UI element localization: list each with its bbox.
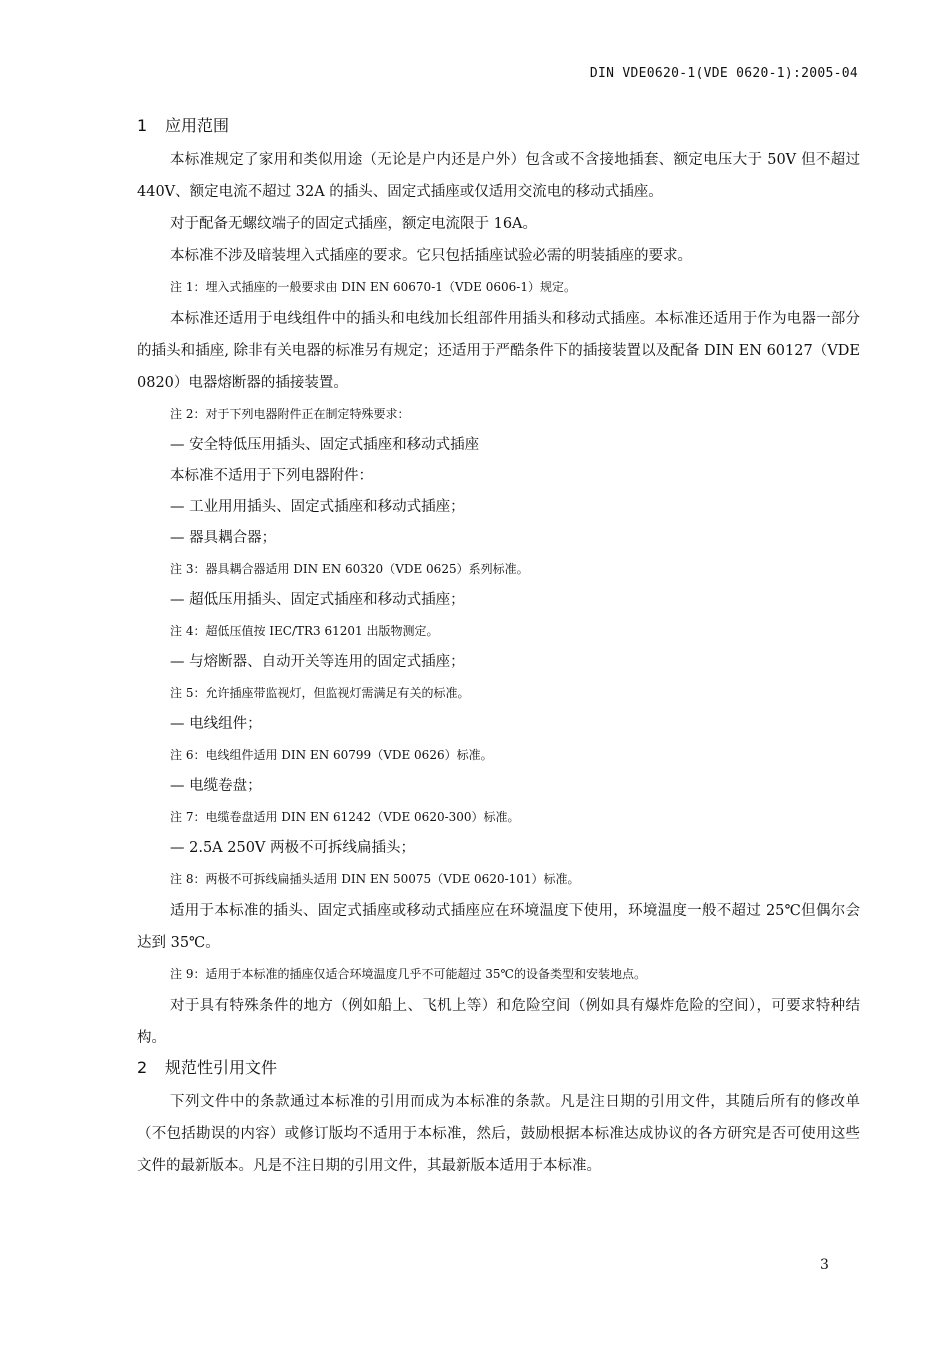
paragraph: 对于具有特殊条件的地方（例如船上、飞机上等）和危险空间（例如具有爆炸危险的空间），可要求特种结构。 <box>137 998 860 1046</box>
list-item: — 电线组件； <box>170 716 262 732</box>
section-title: 规范性引用文件 <box>165 1058 278 1077</box>
paragraph: 本标准规定了家用和类似用途（无论是户内还是户外）包含或不含接地插套、额定电压大于 50V 但不超过 440V、额定电流不超过 32A 的插头、固定式插座或仅适用交流电的移动式插座。 <box>137 152 860 200</box>
note: 注 8：两极不可拆线扁插头适用 DIN EN 50075（VDE 0620-101）标准。 <box>170 872 580 886</box>
section-scope-body <box>137 144 860 1054</box>
note: 注 1：埋入式插座的一般要求由 DIN EN 60670-1（VDE 0606-1）规定。 <box>170 280 576 294</box>
document-body <box>137 112 860 1182</box>
section-references-body <box>137 1086 860 1182</box>
document-reference: DIN VDE0620-1(VDE 0620-1):2005-04 <box>589 66 858 81</box>
list-item: — 电缆卷盘； <box>170 778 262 794</box>
note: 注 7：电缆卷盘适用 DIN EN 61242（VDE 0620-300）标准。 <box>170 810 520 824</box>
note: 注 2：对于下列电器附件正在制定特殊要求： <box>170 407 410 421</box>
paragraph: 本标准还适用于电线组件中的插头和电线加长组部件用插头和移动式插座。本标准还适用于作为电器一部分的插头和插座, 除非有关电器的标准另有规定；还适用于严酷条件下的插接装置以及配备 DIN EN 60127（VDE 0820）电器熔断器的插接装置。 <box>137 311 860 391</box>
note: 注 6：电线组件适用 DIN EN 60799（VDE 0626）标准。 <box>170 748 493 762</box>
page-number: 3 <box>820 1257 829 1273</box>
paragraph: 对于配备无螺纹端子的固定式插座，额定电流限于 16A。 <box>170 216 538 232</box>
section-number: 2 <box>137 1058 148 1077</box>
list-item: — 2.5A 250V 两极不可拆线扁插头； <box>170 840 416 856</box>
section-title: 应用范围 <box>165 116 230 135</box>
list-item: — 工业用用插头、固定式插座和移动式插座； <box>170 499 465 515</box>
note: 注 5：允许插座带监视灯，但监视灯需满足有关的标准。 <box>170 686 470 700</box>
section-heading-normative-references <box>137 1054 860 1082</box>
list-item: — 与熔断器、自动开关等连用的固定式插座； <box>170 654 465 670</box>
note: 注 4：超低压值按 IEC/TR3 61201 出版物测定。 <box>170 624 439 638</box>
note: 注 9：适用于本标准的插座仅适合环境温度几乎不可能超过 35℃的设备类型和安装地点。 <box>170 967 646 981</box>
note: 注 3：器具耦合器适用 DIN EN 60320（VDE 0625）系列标准。 <box>170 562 529 576</box>
paragraph: 适用于本标准的插头、固定式插座或移动式插座应在环境温度下使用，环境温度一般不超过 25℃但偶尔会达到 35℃。 <box>137 903 860 951</box>
paragraph: 本标准不涉及暗装埋入式插座的要求。它只包括插座试验必需的明装插座的要求。 <box>170 248 692 264</box>
list-item: — 器具耦合器； <box>170 530 277 546</box>
list-item: — 安全特低压用插头、固定式插座和移动式插座 <box>170 437 480 453</box>
list-item: 本标准不适用于下列电器附件： <box>170 468 373 484</box>
section-number: 1 <box>137 116 148 135</box>
list-item: — 超低压用插头、固定式插座和移动式插座； <box>170 592 465 608</box>
section-heading-scope <box>137 112 860 140</box>
paragraph: 下列文件中的条款通过本标准的引用而成为本标准的条款。凡是注日期的引用文件，其随后所有的修改单（不包括勘误的内容）或修订版均不适用于本标准，然后，鼓励根据本标准达成协议的各方研究是否可使用这些文件的最新版本。凡是不注日期的引用文件，其最新版本适用于本标准。 <box>137 1094 860 1174</box>
